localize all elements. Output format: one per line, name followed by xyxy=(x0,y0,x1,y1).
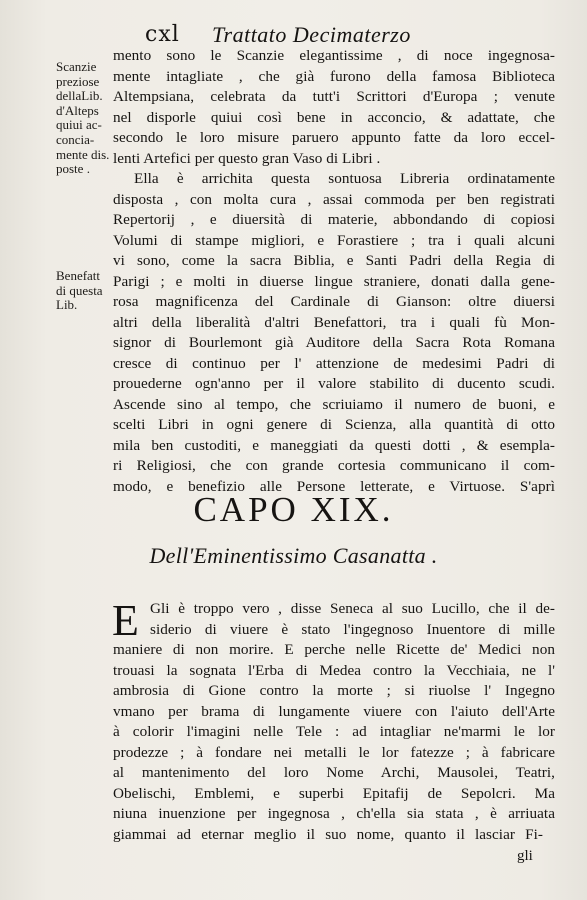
running-title: Trattato Decimaterzo xyxy=(212,22,411,47)
text-line: Repertorij , e diuersità di materie, abbondando di copiosi xyxy=(113,211,555,228)
text-line: Volumi di stampe migliori, e Forastiere ; tra i quali alcuni xyxy=(113,231,555,249)
text-line: vmano per brama di lungamente viuere con l'aiuto dell'Arte xyxy=(113,702,555,720)
text-line: à colorir l'imagini nelle Tele : ad intagliar ne'marmi le lor xyxy=(113,723,555,740)
text-line: siderio di viuere è stato l'ingegnoso Inuentore di mille xyxy=(150,620,555,638)
text-line: lenti Artefici per questo gran Vaso di Libri . xyxy=(113,149,381,167)
text-line: signor di Bourlemont già Auditore della Sacra Rota Romana xyxy=(113,334,555,351)
text-line: prodezze ; à fondare nei metalli le lor fatezze ; à fabricare xyxy=(113,743,555,761)
text-line: disposta , con molta cura , assai commoda per ben registrati xyxy=(113,190,555,208)
text-line: ambrosia di Gione contro la morte ; si riuolse l' Ingegno xyxy=(113,682,555,699)
text-line: mente intagliate , che già furono della famosa Biblioteca xyxy=(113,67,555,85)
text-line: mento sono le Scanzie elegantissime , di noce ingegnosa- xyxy=(113,47,555,64)
text-line: Gli è troppo vero , disse Seneca al suo Lucillo, che il de- xyxy=(150,600,555,617)
text-line: giammai ad eternar meglio il suo nome, quanto il lasciar Fi- xyxy=(113,825,543,843)
text-line: Altempsiana, celebrata da tutt'i Scrittori d'Europa ; venute xyxy=(113,88,555,105)
text-line: Ascende sino al tempo, che scriuiamo il numero de buoni, e xyxy=(113,395,555,413)
text-line: Obelischi, Emblemi, e superbi Epitafij de Sepolcri. Ma xyxy=(113,784,555,802)
text-line: modo, e benefizio alle Persone letterate, e Virtuose. S'aprì xyxy=(113,477,555,495)
text-line: vi sono, come la sacra Biblia, e Santi Padri della Regia di xyxy=(113,252,555,269)
text-line: maniere di non morire. E perche nelle Ricette de' Medici non xyxy=(113,641,555,658)
text-line: ri Religiosi, che con grande cortesia communicano il com- xyxy=(113,457,555,474)
text-line: al mantenimento del loro Nome Archi, Mausolei, Teatri, xyxy=(113,764,555,781)
text-line: rosa magnificenza del Cardinale di Gianson: oltre diuersi xyxy=(113,293,555,310)
text-line: secondo le loro misure paruero appunto fatte da loro eccel- xyxy=(113,129,555,146)
drop-cap: E xyxy=(112,596,139,645)
text-line: mila ben custoditi, e maneggiati da questi dotti , & esempla- xyxy=(113,436,555,454)
text-line: Parigi ; e molti in diuerse lingue straniere, donati dalla gene- xyxy=(113,272,555,290)
chapter-title: CAPO XIX. xyxy=(193,490,394,529)
text-line: scelti Libri in ogni genere di Scienza, alla quantità di otto xyxy=(113,416,555,433)
text-line: cresce di continuo per l' attenzione de medesimi Padri di xyxy=(113,354,555,372)
margin-note-benefattori: Benefatt di questa Lib. xyxy=(56,268,103,313)
text-line: prouederne ogn'anno per il valore stabilito di ducento scudi. xyxy=(113,375,555,392)
chapter-subtitle: Dell'Eminentissimo Casanatta . xyxy=(149,543,438,568)
text-line: niuna inuenzione per ingegnosa , ch'ella sia stata , è arriuata xyxy=(113,805,555,822)
text-line: nel disporle quiui così bene in acconcio, & adattate, che xyxy=(113,108,555,126)
text-line: Ella è arrichita questa sontuosa Libreria ordinatamente xyxy=(134,170,555,187)
catchword: gli xyxy=(517,848,533,864)
text-line: altri della liberalità d'altri Benefattori, tra i quali fù Mon- xyxy=(113,313,555,331)
text-line: trouasi la sognata l'Erba di Medea contro la Vecchiaia, ne l' xyxy=(113,661,555,679)
folio-number: cxl xyxy=(145,22,180,47)
margin-note-scanzie: Scanzie preziose dellaLib. d'Alteps quiui ac- concia- mente dis. poste . xyxy=(56,59,110,177)
